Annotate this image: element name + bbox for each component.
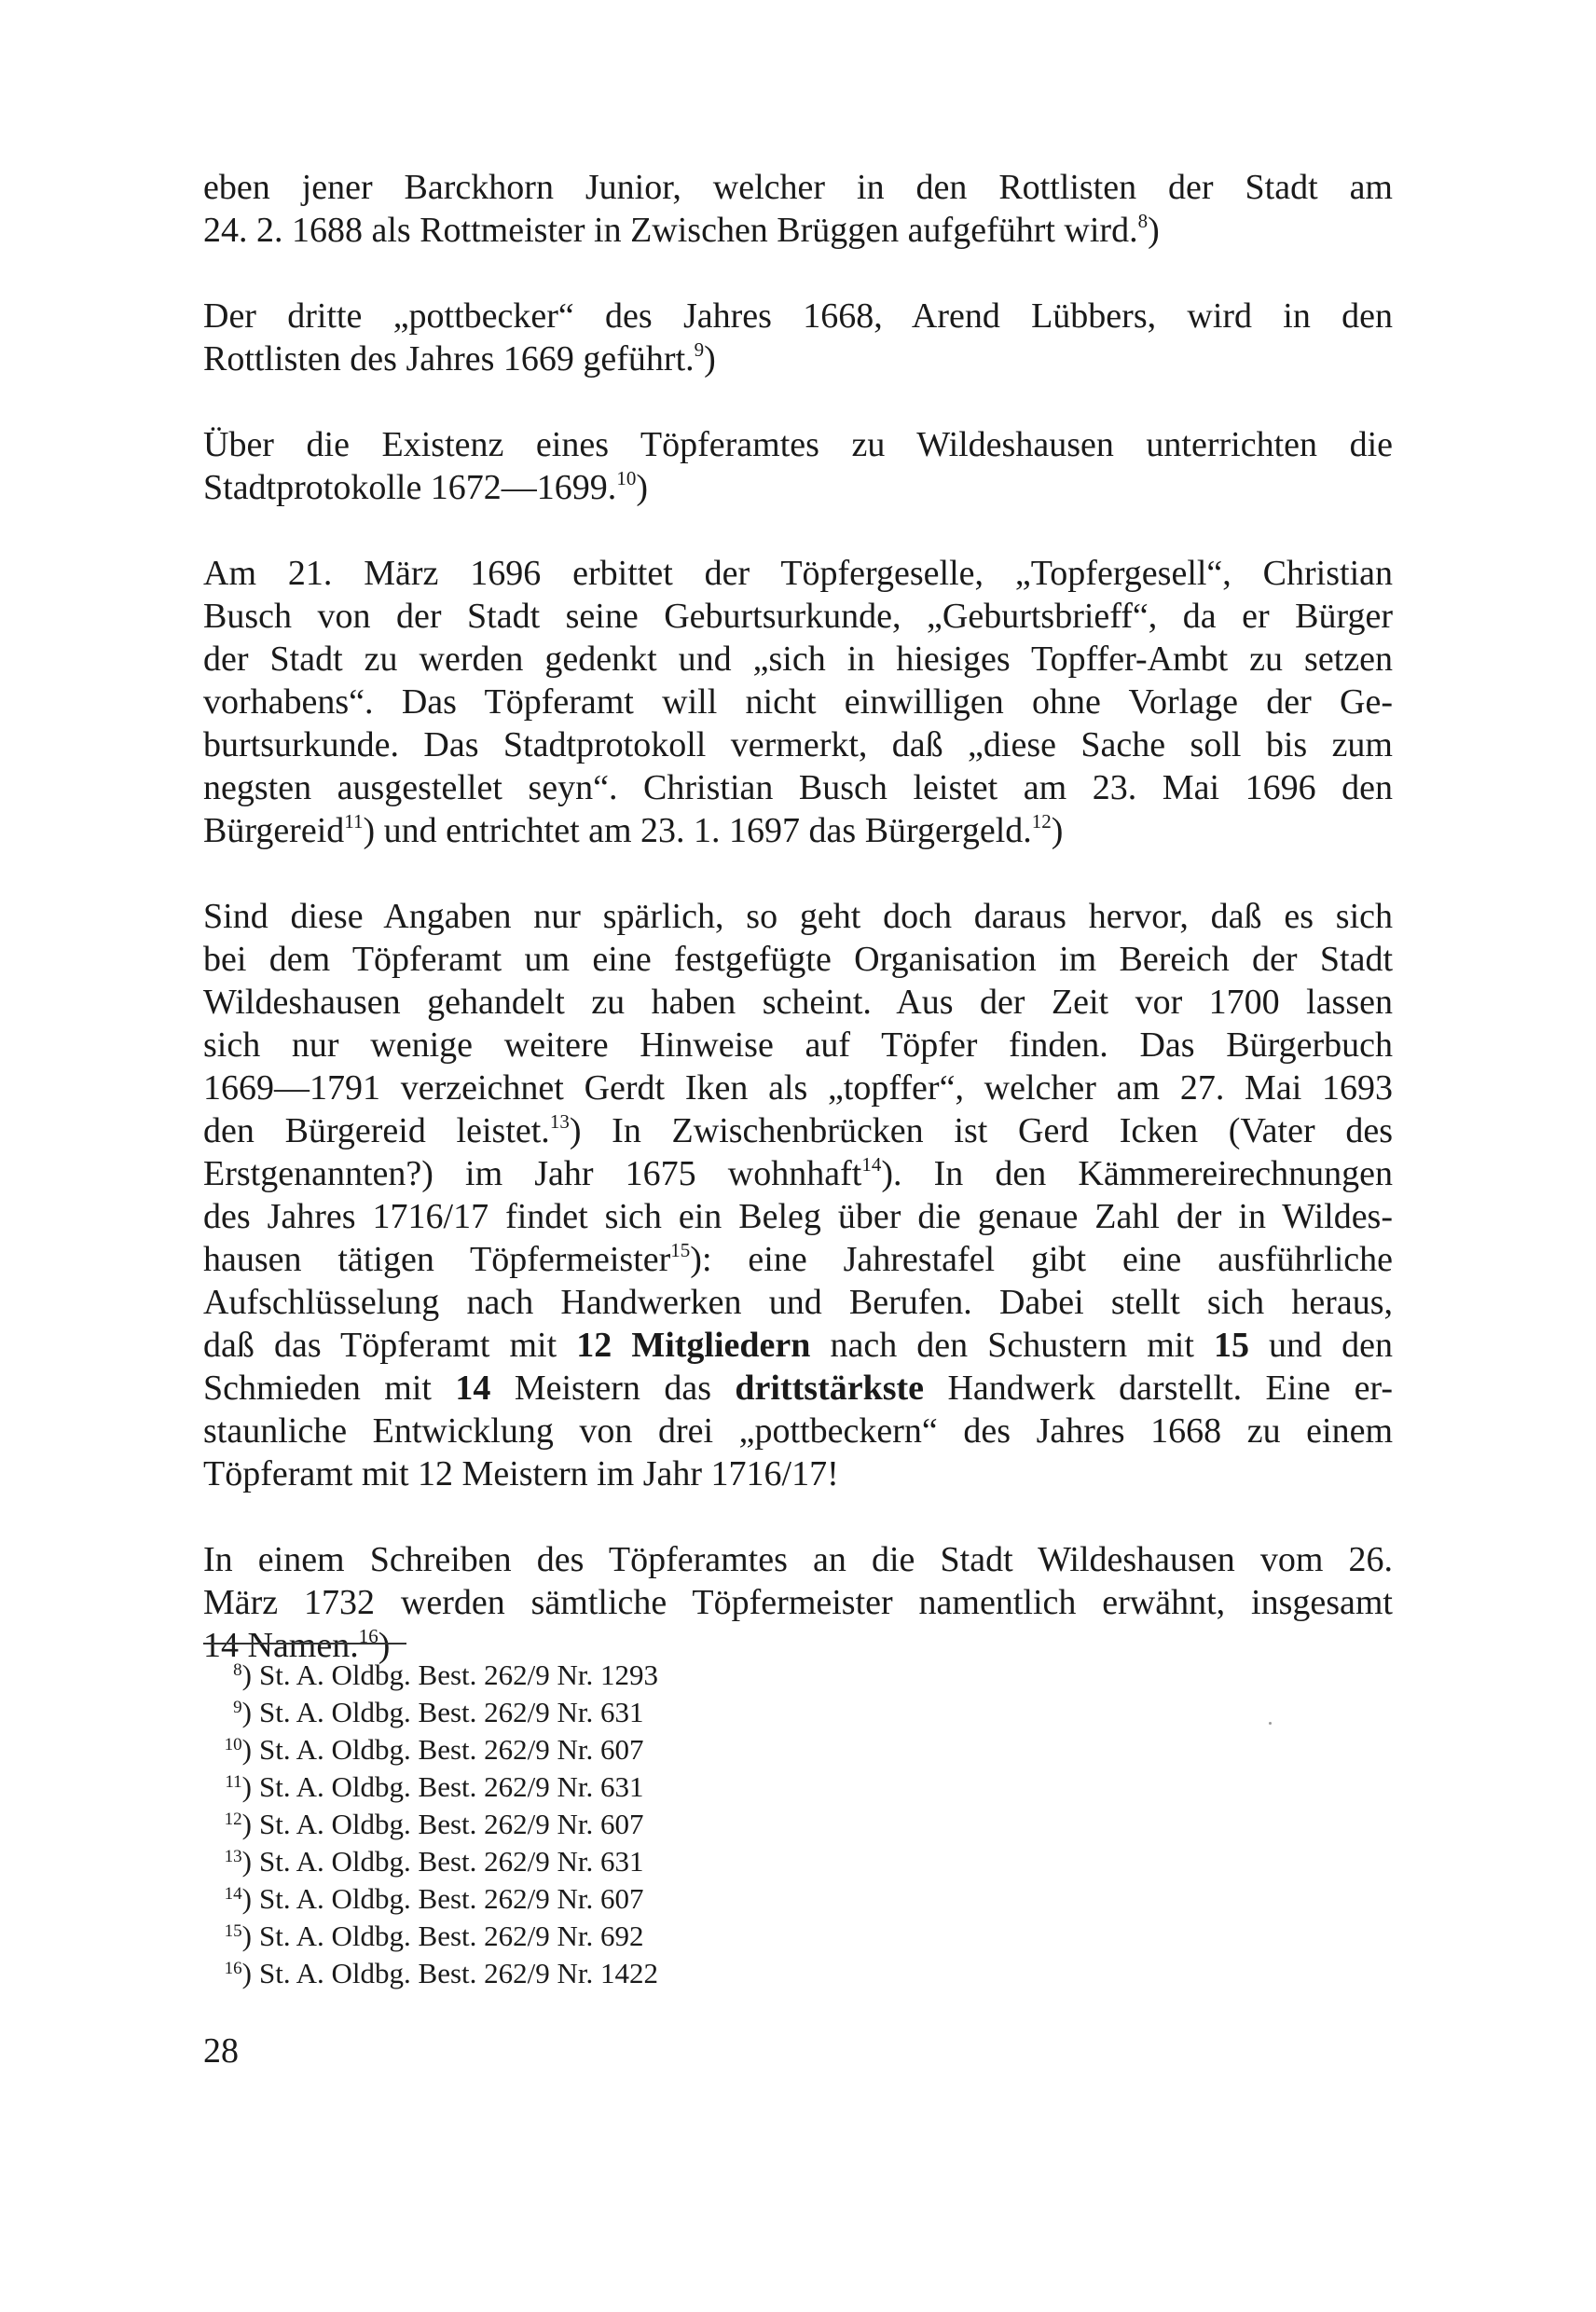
paragraph	[203, 423, 1393, 509]
text-line	[203, 1410, 1393, 1452]
text-run: Sind diese Angaben nur spärlich, so geht doch daraus hervor, daß es sich	[203, 897, 1393, 936]
text-run: Töpferamt mit 12 Meistern im Jahr 1716/17!	[203, 1454, 839, 1493]
text-line	[203, 681, 1393, 723]
footnote	[203, 1806, 856, 1843]
text-run: )	[704, 339, 716, 378]
text-line	[203, 638, 1393, 681]
text-run: Busch von der Stadt seine Geburtsurkunde, „Geburtsbrieff“, da er Bürger	[203, 597, 1393, 636]
text-run: 24. 2. 1688 als Rottmeister in Zwischen Brüggen aufgeführt wird.	[203, 211, 1138, 250]
text-run: staunliche Entwicklung von drei „pottbeckern“ des Jahres 1668 zu einem	[203, 1411, 1393, 1451]
footnote-text: St. A. Oldbg. Best. 262/9 Nr. 607	[259, 1882, 644, 1915]
text-run: eben jener Barckhorn Junior, welcher in den Rottlisten der Stadt am	[203, 168, 1393, 207]
text-run: Bürgereid	[203, 811, 345, 850]
bold-text: 14	[455, 1369, 491, 1408]
footnote-marker: 13	[224, 1847, 242, 1866]
footnote	[203, 1768, 856, 1806]
text-line	[203, 1067, 1393, 1109]
footnote-number: $^{11}$)	[225, 1770, 252, 1803]
text-run: 14 Namen.	[203, 1626, 359, 1665]
footnote-number: $^{15}$)	[224, 1920, 252, 1952]
text-run: ) und entrichtet am 23. 1. 1697 das Bürgergeld.	[363, 811, 1032, 850]
text-line	[203, 1152, 1393, 1195]
footnote-number: $^{10}$)	[224, 1733, 252, 1766]
text-run: In einem Schreiben des Töpferamtes an die Stadt Wildeshausen vom 26.	[203, 1540, 1393, 1579]
text-line	[203, 209, 1393, 252]
text-line	[203, 1452, 1393, 1495]
footnote	[203, 1657, 856, 1694]
footnote-marker: 10	[224, 1735, 242, 1755]
footnote	[203, 1694, 856, 1731]
footnote-text: St. A. Oldbg. Best. 262/9 Nr. 692	[259, 1920, 644, 1952]
footnote-marker: 16	[224, 1959, 242, 1978]
body-text	[203, 166, 1393, 1667]
footnote-marker: 9	[233, 1698, 242, 1717]
footnote-ref: 13	[549, 1110, 570, 1133]
text-run: burtsurkunde. Das Stadtprotokoll vermerkt, daß „diese Sache soll bis zum	[203, 725, 1393, 764]
text-run: sich nur wenige weitere Hinweise auf Töpfer finden. Das Bürgerbuch	[203, 1025, 1393, 1065]
paragraph	[203, 552, 1393, 852]
text-run: Erstgenannten?) im Jahr 1675 wohnhaft	[203, 1154, 862, 1193]
footnote-ref: 8	[1137, 210, 1149, 232]
footnote-number: $^9$)	[233, 1696, 252, 1728]
text-run: Stadtprotokolle 1672—1699.	[203, 468, 617, 507]
text-line	[203, 1324, 1393, 1367]
footnote-ref: 10	[616, 467, 637, 489]
footnote-text: St. A. Oldbg. Best. 262/9 Nr. 607	[259, 1808, 644, 1840]
footnote-text: St. A. Oldbg. Best. 262/9 Nr. 1293	[259, 1658, 659, 1691]
text-run: ) In Zwischenbrücken ist Gerd Icken (Vater des	[569, 1111, 1393, 1150]
footnote-marker: 15	[224, 1921, 242, 1941]
text-line	[203, 423, 1393, 466]
page-number: 28	[203, 2031, 239, 2071]
text-line	[203, 552, 1393, 595]
paragraph	[203, 895, 1393, 1495]
footnote-text: St. A. Oldbg. Best. 262/9 Nr. 1422	[259, 1957, 659, 1989]
text-run: 1669—1791 verzeichnet Gerdt Iken als „topffer“, welcher am 27. Mai 1693	[203, 1068, 1393, 1108]
text-line	[203, 1195, 1393, 1238]
text-line	[203, 1024, 1393, 1067]
text-run: negsten ausgestellet seyn“. Christian Busch leistet am 23. Mai 1696 den	[203, 768, 1393, 807]
text-run: und den	[1248, 1326, 1394, 1365]
footnote	[203, 1955, 856, 1992]
text-run: der Stadt zu werden gedenkt und „sich in hiesiges Topffer-Ambt zu setzen	[203, 640, 1393, 679]
footnote-text: St. A. Oldbg. Best. 262/9 Nr. 607	[259, 1733, 644, 1766]
text-run: )	[636, 468, 648, 507]
footnote-ref: 15	[670, 1239, 691, 1261]
footnote-number: $^8$)	[233, 1658, 252, 1691]
text-line	[203, 1367, 1393, 1410]
bold-text: 12 Mitgliedern	[576, 1326, 811, 1365]
text-run: Aufschlüsselung nach Handwerken und Berufen. Dabei stellt sich heraus,	[203, 1283, 1393, 1322]
text-line	[203, 337, 1393, 380]
footnote-ref: 16	[358, 1625, 378, 1647]
text-line	[203, 466, 1393, 509]
footnote	[203, 1731, 856, 1768]
text-run: daß das Töpferamt mit	[203, 1326, 577, 1365]
bold-text: 15	[1213, 1326, 1249, 1365]
text-run: hausen tätigen Töpfermeister	[203, 1240, 671, 1279]
text-line	[203, 981, 1393, 1024]
text-run: vorhabens“. Das Töpferamt will nicht einwilligen ohne Vorlage der Ge-	[203, 682, 1393, 722]
text-run: Handwerk darstellt. Eine er-	[924, 1369, 1393, 1408]
text-line	[203, 938, 1393, 981]
paragraph	[203, 166, 1393, 252]
text-run: Meistern das	[490, 1369, 736, 1408]
text-line	[203, 723, 1393, 766]
text-line	[203, 166, 1393, 209]
footnote-number: $^{12}$)	[224, 1808, 252, 1840]
text-run: Am 21. März 1696 erbittet der Töpfergeselle, „Topfergesell“, Christian	[203, 554, 1393, 593]
footnote-ref: 12	[1031, 810, 1052, 833]
footnote	[203, 1880, 856, 1918]
text-line	[203, 895, 1393, 938]
paragraph	[203, 295, 1393, 380]
footnote-text: St. A. Oldbg. Best. 262/9 Nr. 631	[259, 1696, 644, 1728]
footnote-text: St. A. Oldbg. Best. 262/9 Nr. 631	[259, 1770, 644, 1803]
text-run: )	[1148, 211, 1160, 250]
text-run: Der dritte „pottbecker“ des Jahres 1668, Arend Lübbers, wird in den	[203, 296, 1393, 336]
text-run: )	[378, 1626, 391, 1665]
text-line	[203, 1581, 1393, 1624]
footnote-ref: 11	[344, 810, 364, 833]
footnote-text: St. A. Oldbg. Best. 262/9 Nr. 631	[259, 1845, 644, 1878]
footnote-marker: 8	[233, 1660, 242, 1680]
text-line	[203, 595, 1393, 638]
text-line	[203, 809, 1393, 852]
footnotes	[203, 1657, 856, 1992]
footnote-marker: 12	[224, 1810, 242, 1829]
footnote-ref: 9	[694, 338, 705, 361]
text-line	[203, 766, 1393, 809]
paragraph	[203, 1538, 1393, 1667]
text-run: ): eine Jahrestafel gibt eine ausführliche	[690, 1240, 1393, 1279]
bold-text: drittstärkste	[735, 1369, 925, 1408]
footnote-number: $^{14}$)	[224, 1882, 252, 1915]
footnote	[203, 1843, 856, 1880]
text-line	[203, 1109, 1393, 1152]
text-line	[203, 1238, 1393, 1281]
footnote-number: $^{16}$)	[224, 1957, 252, 1989]
text-run: Rottlisten des Jahres 1669 geführt.	[203, 339, 695, 378]
text-line	[203, 1281, 1393, 1324]
text-line	[203, 295, 1393, 337]
scan-speck	[1269, 1722, 1272, 1725]
footnote	[203, 1918, 856, 1955]
text-run: Schmieden mit	[203, 1369, 456, 1408]
footnote-marker: 11	[225, 1772, 242, 1792]
text-run: nach den Schustern mit	[810, 1326, 1214, 1365]
text-run: des Jahres 1716/17 findet sich ein Beleg über die genaue Zahl der in Wildes-	[203, 1197, 1393, 1236]
text-run: )	[1051, 811, 1064, 850]
footnote-ref: 14	[861, 1153, 882, 1176]
text-run: bei dem Töpferamt um eine festgefügte Organisation im Bereich der Stadt	[203, 940, 1393, 979]
text-run: den Bürgereid leistet.	[203, 1111, 550, 1150]
text-run: Über die Existenz eines Töpferamtes zu Wildeshausen unterrichten die	[203, 425, 1393, 464]
text-run: ). In den Kämmereirechnungen	[881, 1154, 1393, 1193]
footnote-number: $^{13}$)	[224, 1845, 252, 1878]
footnote-marker: 14	[224, 1884, 242, 1904]
text-line	[203, 1538, 1393, 1581]
text-run: März 1732 werden sämtliche Töpfermeister namentlich erwähnt, insgesamt	[203, 1583, 1393, 1622]
text-run: Wildeshausen gehandelt zu haben scheint. Aus der Zeit vor 1700 lassen	[203, 983, 1393, 1022]
footnote-separator	[203, 1643, 406, 1645]
